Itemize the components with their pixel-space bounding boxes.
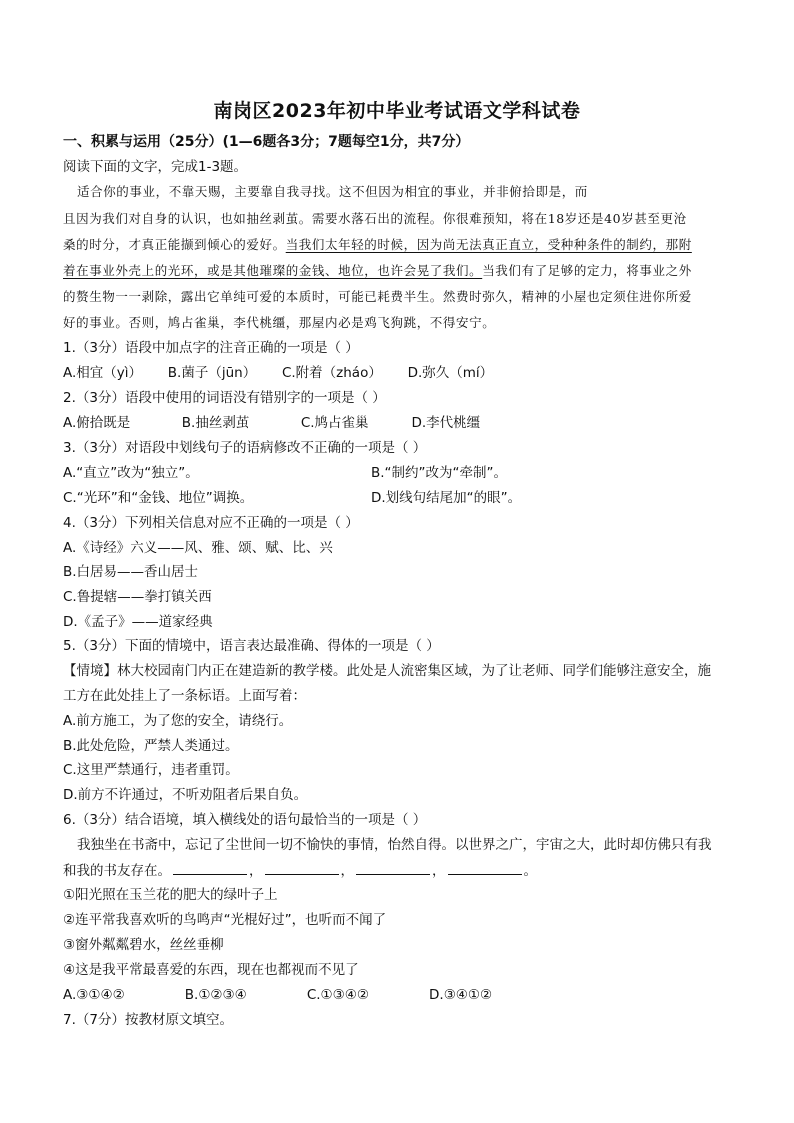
option-b: B.“制约”改为“牵制”。 bbox=[371, 465, 508, 481]
sentence-option: ①阳光照在玉兰花的肥大的绿叶子上 bbox=[63, 887, 278, 903]
option-a: A.《诗经》六义——风、雅、颂、赋、比、兴 bbox=[63, 540, 333, 556]
passage-line: 好的事业。否则，鸠占雀巢，李代桃缰，那屋内必是鸡飞狗跳，不得安宁。 bbox=[63, 315, 496, 330]
question-stem: 6.（3分）结合语境，填入横线处的语句最恰当的一项是（ ） bbox=[63, 812, 427, 828]
option-b: B.白居易——香山居士 bbox=[63, 564, 199, 580]
answer-blank[interactable] bbox=[356, 861, 430, 875]
option-d: D.《孟子》——道家经典 bbox=[63, 614, 213, 630]
question-stem: 2.（3分）语段中使用的词语没有错别字的一项是（ ） bbox=[63, 390, 386, 406]
passage-text: 当我们有了足够的定力，将事业之外 bbox=[482, 263, 692, 278]
section-heading: 一、积累与运用（25分）(1—6题各3分；7题每空1分，共7分） bbox=[63, 134, 470, 150]
passage-line: 的赘生物一一剥除，露出它单纯可爱的本质时，可能已耗费半生。然费时弥久，精神的小屋也定须住进你所爱 bbox=[63, 289, 692, 304]
option-b: B.此处危险，严禁人类通过。 bbox=[63, 738, 239, 754]
option-a: A.“直立”改为“独立”。 bbox=[63, 465, 199, 481]
sentence-option: ③窗外粼粼碧水，丝丝垂柳 bbox=[63, 937, 224, 953]
question-options: A.相宜（yì） B.菌子（jūn） C.附着（zháo） D.弥久（mí） bbox=[63, 365, 494, 381]
context-text: 和我的书友存在。 bbox=[63, 863, 171, 879]
question-stem: 7.（7分）按教材原文填空。 bbox=[63, 1012, 233, 1028]
option-c: C.鲁提辖——拳打镇关西 bbox=[63, 589, 212, 605]
passage-line: 适合你的事业，不靠天赐，主要靠自我寻找。这不但因为相宜的事业，并非俯拾即是，而 bbox=[77, 184, 588, 199]
question-context: 工方在此处挂上了一条标语。上面写着： bbox=[63, 688, 306, 704]
sentence-option: ④这是我平常最喜爱的东西，现在也都视而不见了 bbox=[63, 962, 359, 978]
option-a: A.前方施工，为了您的安全，请绕行。 bbox=[63, 713, 293, 729]
option-d: D.划线句结尾加“的眼”。 bbox=[371, 490, 522, 506]
passage-line bbox=[63, 236, 692, 254]
question-stem: 3.（3分）对语段中划线句子的语病修改不正确的一项是（ ） bbox=[63, 440, 427, 456]
page-title: 南岗区2023年初中毕业考试语文学科试卷 bbox=[213, 100, 581, 122]
option-d: D.前方不许通过，不听劝阻者后果自负。 bbox=[63, 787, 308, 803]
question-stem: 4.（3分）下列相关信息对应不正确的一项是（ ） bbox=[63, 515, 359, 531]
question-options: A.③①④② B.①②③④ C.①③④② D.③④①② bbox=[63, 987, 493, 1003]
question-context: 【情境】林大校园南门内正在建造新的教学楼。此处是人流密集区域，为了让老师、同学们能够注意安全，施 bbox=[63, 663, 711, 679]
answer-blank[interactable] bbox=[448, 861, 522, 875]
option-c: C.这里严禁通行，违者重罚。 bbox=[63, 762, 239, 778]
question-options: A.俯拾既是 B.抽丝剥茧 C.鸠占雀巢 D.李代桃缰 bbox=[63, 415, 481, 431]
underlined-sentence: 着在事业外壳上的光环，或是其他璀璨的金钱、地位，也许会晃了我们。 bbox=[63, 263, 483, 278]
question-context: 我独坐在书斋中，忘记了尘世间一切不愉快的事情，怡然自得。以世界之广，宇宙之大，此时却仿佛只有我 bbox=[77, 837, 712, 853]
period: 。 bbox=[523, 863, 537, 879]
underlined-sentence: 当我们太年轻的时候，因为尚无法真正直立，受种种条件的制约，那附 bbox=[285, 237, 692, 252]
option-c: C.“光环”和“金钱、地位”调换。 bbox=[63, 490, 254, 506]
passage-line: 且因为我们对自身的认识，也如抽丝剥茧。需要水落石出的流程。你很难预知，将在18岁还是40岁甚至更沧 bbox=[63, 211, 687, 226]
reading-instruction: 阅读下面的文字，完成1-3题。 bbox=[63, 159, 248, 175]
comma: ， bbox=[432, 863, 446, 879]
comma: ， bbox=[249, 863, 263, 879]
answer-blank[interactable] bbox=[173, 861, 247, 875]
question-stem: 1.（3分）语段中加点字的注音正确的一项是（ ） bbox=[63, 340, 359, 356]
passage-line bbox=[63, 262, 692, 280]
question-stem: 5.（3分）下面的情境中，语言表达最准确、得体的一项是（ ） bbox=[63, 638, 440, 654]
question-context bbox=[63, 861, 537, 880]
answer-blank[interactable] bbox=[265, 861, 339, 875]
comma: ， bbox=[340, 863, 354, 879]
sentence-option: ②连平常我喜欢听的鸟鸣声“光棍好过”，也听而不闻了 bbox=[63, 912, 387, 928]
passage-text: 桑的时分，才真正能撷到倾心的爱好。 bbox=[63, 237, 286, 252]
